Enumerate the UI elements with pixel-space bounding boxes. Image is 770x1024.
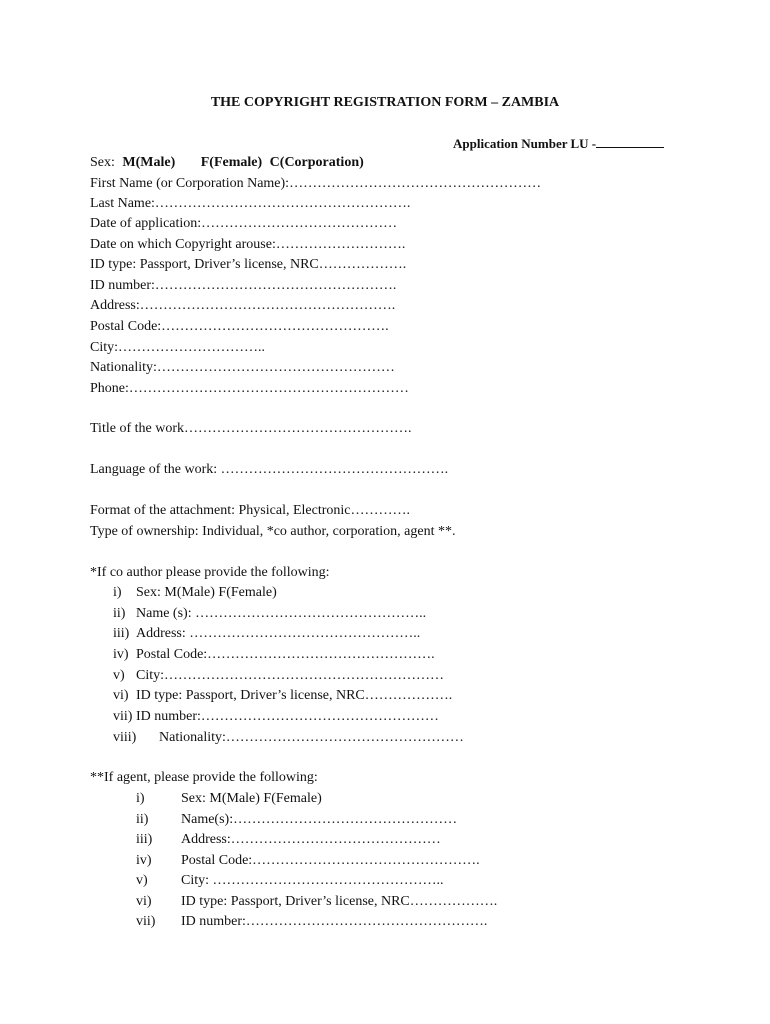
field-date-of-application[interactable]: Date of application:…………………………………… — [90, 216, 398, 231]
application-number-blank[interactable] — [596, 135, 664, 148]
field-last-name[interactable]: Last Name:………………………………………………. — [90, 196, 411, 211]
agent-item-num: vi) — [136, 894, 152, 909]
field-language-of-work[interactable]: Language of the work: …………………………………………. — [90, 462, 449, 477]
coauthor-postal-code[interactable]: Postal Code:…………………………………………. — [136, 647, 435, 662]
agent-item-num: iii) — [136, 832, 153, 847]
field-phone[interactable]: Phone:…………………………………………………… — [90, 381, 409, 396]
coauthor-item-num: v) — [113, 668, 125, 683]
sex-female-option[interactable]: F(Female) — [200, 155, 263, 170]
field-date-copyright-arose[interactable]: Date on which Copyright arouse:………………………. — [90, 237, 406, 252]
agent-heading: **If agent, please provide the following: — [90, 770, 318, 785]
application-number-label: Application Number LU - — [453, 136, 597, 151]
coauthor-address[interactable]: Address: ………………………………………….. — [136, 626, 421, 641]
field-postal-code[interactable]: Postal Code:…………………………………………. — [90, 319, 389, 334]
application-number — [453, 135, 664, 153]
coauthor-id-number[interactable]: ID number:…………………………………………… — [136, 709, 439, 724]
sex-line — [90, 154, 364, 172]
coauthor-item-num: vi) — [113, 688, 129, 703]
agent-postal-code[interactable]: Postal Code:…………………………………………. — [181, 853, 480, 868]
field-city[interactable]: City:………………………….. — [90, 340, 266, 355]
agent-item-num: iv) — [136, 853, 152, 868]
agent-address[interactable]: Address:……………………………………… — [181, 832, 441, 847]
coauthor-names[interactable]: Name (s): ………………………………………….. — [136, 606, 427, 621]
coauthor-city[interactable]: City:…………………………………………………… — [136, 668, 445, 683]
agent-item-num: vii) — [136, 914, 156, 929]
agent-item-num: i) — [136, 791, 145, 806]
agent-id-number[interactable]: ID number:……………………………………………. — [181, 914, 488, 929]
form-title: THE COPYRIGHT REGISTRATION FORM – ZAMBIA — [210, 95, 560, 110]
field-id-number[interactable]: ID number:……………………………………………. — [90, 278, 397, 293]
coauthor-nationality[interactable]: Nationality:…………………………………………… — [159, 730, 464, 745]
agent-names[interactable]: Name(s):………………………………………… — [181, 812, 458, 827]
agent-id-type[interactable]: ID type: Passport, Driver’s license, NRC………………. — [181, 894, 498, 909]
field-address[interactable]: Address:………………………………………………. — [90, 298, 396, 313]
agent-city[interactable]: City: ………………………………………….. — [181, 873, 444, 888]
field-id-type[interactable]: ID type: Passport, Driver’s license, NRC………………. — [90, 257, 407, 272]
agent-item-num: ii) — [136, 812, 149, 827]
coauthor-item-num: vii) — [113, 709, 133, 724]
field-type-ownership[interactable]: Type of ownership: Individual, *co author, corporation, agent **. — [90, 524, 456, 539]
sex-male-option[interactable]: M(Male) — [122, 155, 176, 170]
agent-item-num: v) — [136, 873, 148, 888]
field-nationality[interactable]: Nationality:…………………………………………… — [90, 360, 395, 375]
coauthor-item-num: i) — [113, 585, 122, 600]
coauthor-item-num: iii) — [113, 626, 130, 641]
field-title-of-work[interactable]: Title of the work…………………………………………. — [90, 421, 412, 436]
coauthor-item-num: ii) — [113, 606, 126, 621]
coauthor-item-num: iv) — [113, 647, 129, 662]
sex-corporation-option[interactable]: C(Corporation) — [269, 155, 364, 170]
coauthor-item-num: viii) — [113, 730, 137, 745]
field-first-name[interactable]: First Name (or Corporation Name):……………………………………………… — [90, 176, 542, 191]
field-format-attachment[interactable]: Format of the attachment: Physical, Electronic…………. — [90, 503, 410, 518]
coauthor-id-type[interactable]: ID type: Passport, Driver’s license, NRC………………. — [136, 688, 453, 703]
sex-label: Sex: — [90, 155, 115, 170]
coauthor-heading: *If co author please provide the following: — [90, 565, 330, 580]
agent-sex[interactable]: Sex: M(Male) F(Female) — [181, 791, 322, 806]
coauthor-sex[interactable]: Sex: M(Male) F(Female) — [136, 585, 277, 600]
